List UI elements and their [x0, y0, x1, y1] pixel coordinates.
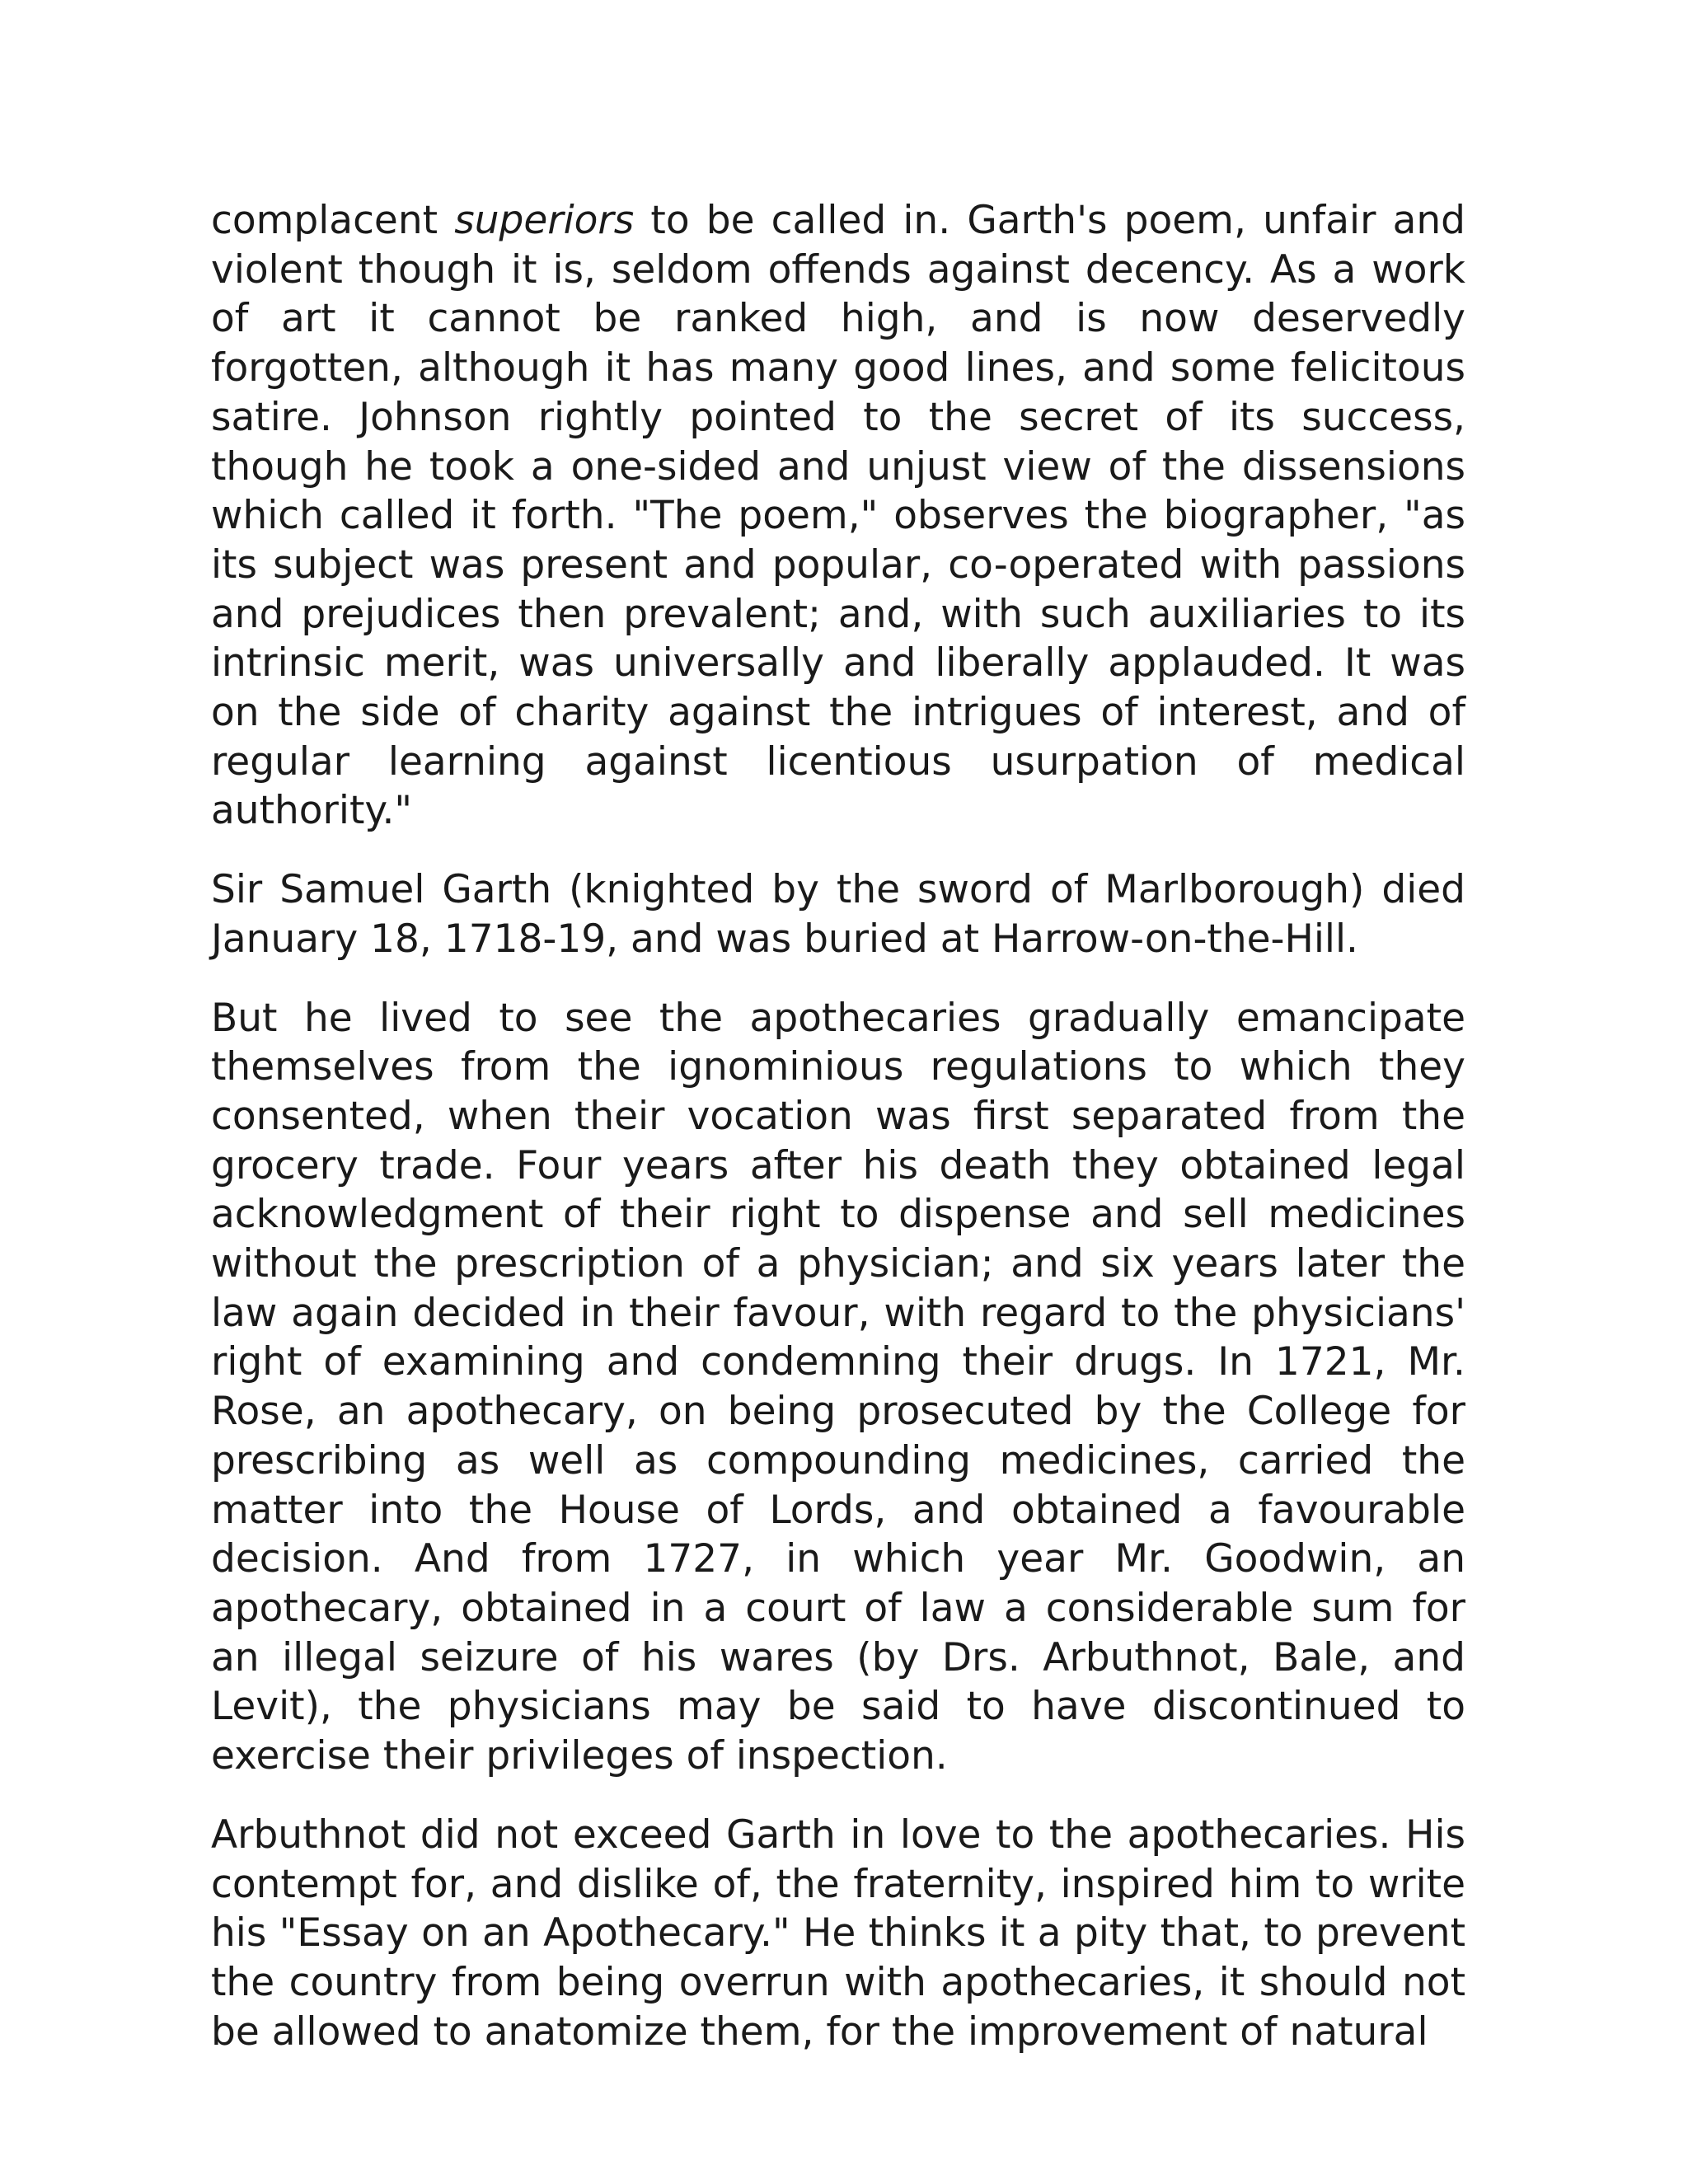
paragraph-garth-death: Sir Samuel Garth (knighted by the sword of Marlborough) died January 18, 1718-19, and was buried at Harrow-on-the-Hill. [211, 867, 1465, 962]
emphasis-superiors: superiors [454, 198, 635, 243]
paragraph-arbuthnot: Arbuthnot did not exceed Garth in love to the apothecaries. His contempt for, and dislike of, the fraternity, inspired him to write his "Essay on an Apothecary." He thinks it a pity that, to prevent the country from being overrun with apothecaries, it should not be allowed to anatomize them, for the improvement of natural [211, 1811, 1465, 2055]
page-body [211, 196, 1465, 2086]
paragraph-text-start: complacent [211, 198, 455, 243]
paragraph-apothecaries-emancipation: But he lived to see the apothecaries gradually emancipate themselves from the ignominious regulations to which they consented, when their vocation was first separated from the grocery trade. Four years after his death they obtained legal acknowledgment of their right to dispense and sell medicines without the prescription of a physician; and six years later the law again decided in their favour, with regard to the physicians' right of examining and condemning their drugs. In 1721, Mr. Rose, an apothecary, on being prosecuted by the College for prescribing as well as compounding medicines, carried the matter into the House of Lords, and obtained a favourable decision. And from 1727, in which year Mr. Goodwin, an apothecary, obtained in a court of law a considerable sum for an illegal seizure of his wares (by Drs. Arbuthnot, Bale, and Levit), the physicians may be said to have discontinued to exercise their privileges of inspection. [211, 995, 1465, 1779]
paragraph-text-rest: to be called in. Garth's poem, unfair and violent though it is, seldom offends against decency. As a work of art it cannot be ranked high, and is now deservedly forgotten, although it has many good lines, and some felicitous satire. Johnson rightly pointed to the secret of its success, though he took a one-sided and unjust view of the dissensions which called it forth. "The poem," observes the biographer, "as its subject was present and popular, co-operated with passions and prejudices then prevalent; and, with such auxiliaries to its intrinsic merit, was universally and liberally applauded. It was on the side of charity against the intrigues of interest, and of regular learning against licentious usurpation of medical authority." [211, 198, 1465, 834]
paragraph-garth-poem [211, 196, 1465, 836]
